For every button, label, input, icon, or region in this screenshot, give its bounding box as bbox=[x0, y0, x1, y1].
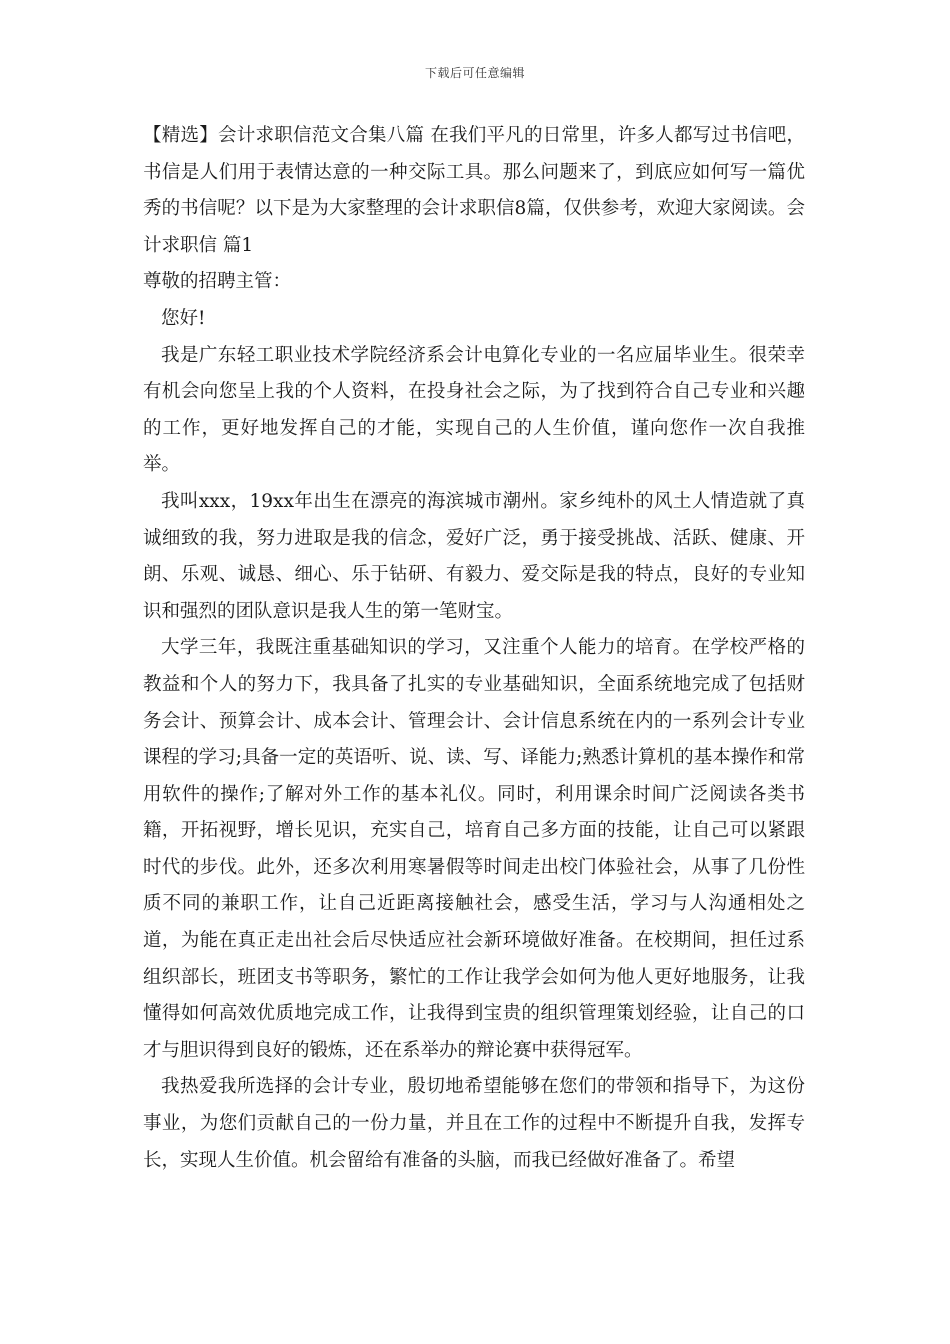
greeting: 您好! bbox=[161, 307, 206, 329]
salutation: 尊敬的招聘主管： bbox=[143, 271, 292, 293]
header-note: 下载后可任意编辑 bbox=[424, 66, 525, 80]
body-paragraph-3: 大学三年，我既注重基础知识的学习，又注重个人能力的培育。在学校严格的教益和个人的努力下，我具备了扎实的专业基础知识，全面系统地完成了包括财务会计、预算会计、成本会计、管理会计、会计信息系统在内的一系列会计专业课程的学习;具备一定的英语听、说、读、写、译能力;熟悉计算机的基本操作和常用软件的操作;了解对外工作的基本礼仪。同时，利用课余时间广泛阅读各类书籍，开拓视野，增长见识，充实自己，培育自己多方面的技能，让自己可以紧跟时代的步伐。此外，还多次利用寒暑假等时间走出校门体验社会，从事了几份性质不同的兼职工作，让自己近距离接触社会，感受生活，学习与人沟通相处之道，为能在真正走出社会后尽快适应社会新环境做好准备。在校期间，担任过系组织部长，班团支书等职务，繁忙的工作让我学会如何为他人更好地服务，让我懂得如何高效优质地完成工作，让我得到宝贵的组织管理策划经验，让自己的口才与胆识得到良好的锻炼，还在系举办的辩论赛中获得冠军。 bbox=[143, 637, 805, 1061]
body-paragraph-2: 我叫xxx，19xx年出生在漂亮的海滨城市潮州。家乡纯朴的风土人情造就了真诚细致的我，努力进取是我的信念，爱好广泛，勇于接受挑战、活跃、健康、开朗、乐观、诚恳、细心、乐于钻研、有毅力、爱交际是我的特点，良好的专业知识和强烈的团队意识是我人生的第一笔财宝。 bbox=[143, 490, 805, 622]
document-body bbox=[143, 118, 805, 1179]
intro-paragraph: 【精选】会计求职信范文合集八篇 在我们平凡的日常里，许多人都写过书信吧，书信是人们用于表情达意的一种交际工具。那么问题来了，到底应如何写一篇优秀的书信呢？以下是为大家整理的会计求职信8篇，仅供参考，欢迎大家阅读。会计求职信 篇1 bbox=[143, 125, 805, 256]
body-paragraph-4: 我热爱我所选择的会计专业，殷切地希望能够在您们的带领和指导下，为这份事业，为您们贡献自己的一份力量，并且在工作的过程中不断提升自我，发挥专长，实现人生价值。机会留给有准备的头脑，而我已经做好准备了。希望 bbox=[143, 1076, 805, 1171]
body-paragraph-1: 我是广东轻工职业技术学院经济系会计电算化专业的一名应届毕业生。很荣幸有机会向您呈上我的个人资料，在投身社会之际，为了找到符合自己专业和兴趣的工作，更好地发挥自己的才能，实现自己的人生价值，谨向您作一次自我推举。 bbox=[143, 344, 805, 476]
